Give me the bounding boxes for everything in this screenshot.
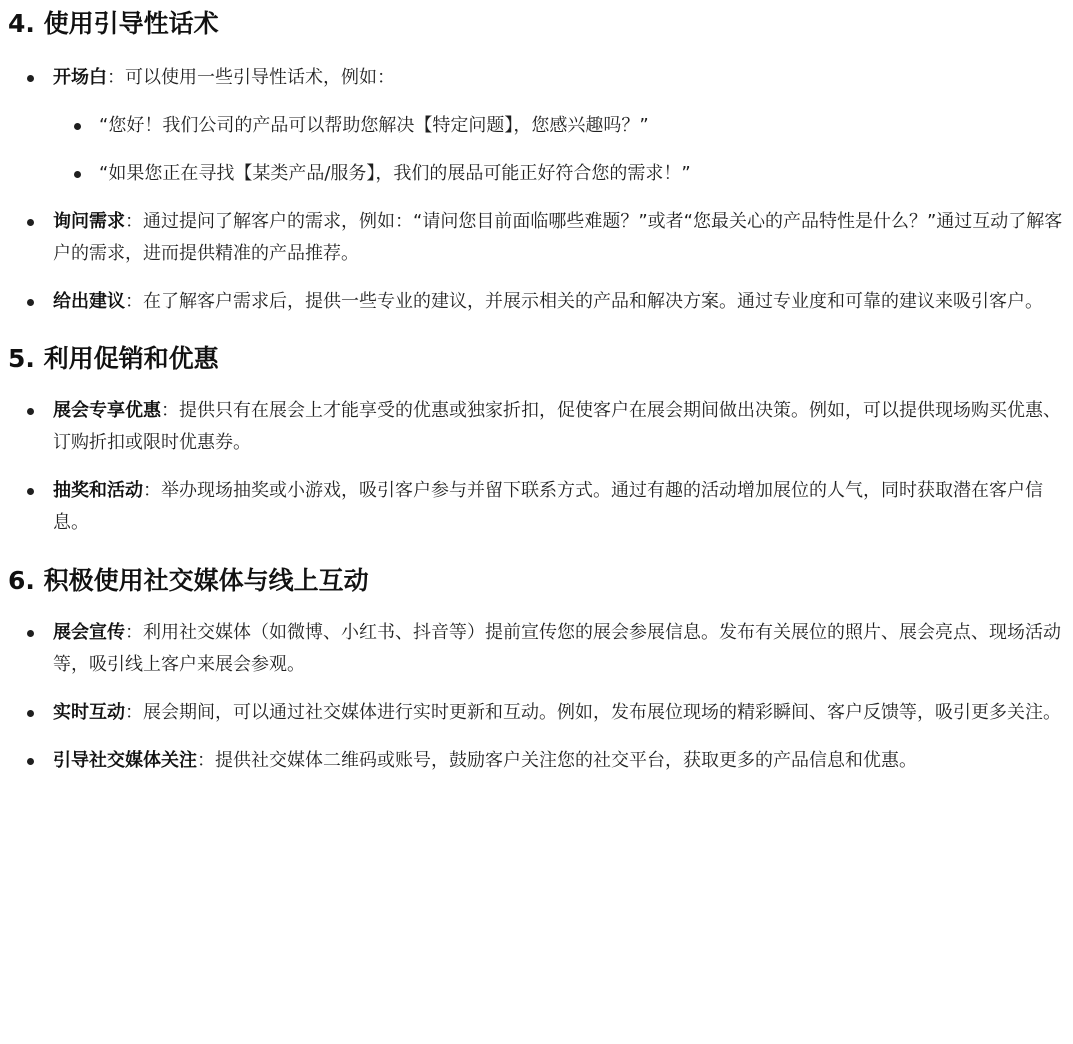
item-text: ：利用社交媒体（如微博、小红书、抖音等）提前宣传您的展会参展信息。发布有关展位的照片、展会亮点、现场活动等，吸引线上客户来展会参观。 bbox=[53, 622, 1061, 675]
bullet-dot-icon bbox=[27, 630, 34, 637]
section-title-5: 5. 利用促销和优惠 bbox=[8, 344, 219, 373]
list-item-ask-needs bbox=[8, 206, 1065, 270]
section-6-list bbox=[8, 617, 1065, 777]
opening-line-examples bbox=[53, 110, 1065, 190]
bullet-dot-icon bbox=[27, 299, 34, 306]
section-4-list bbox=[8, 62, 1065, 318]
list-item-exclusive-offer bbox=[8, 395, 1065, 459]
bullet-dot-icon bbox=[27, 219, 34, 226]
sub-item-text: “如果您正在寻找【某类产品/服务】，我们的展品可能正好符合您的需求！” bbox=[99, 163, 691, 184]
bullet-dot-icon bbox=[27, 488, 34, 495]
item-keyword: 询问需求 bbox=[53, 211, 125, 232]
item-text: ：提供只有在展会上才能享受的优惠或独家折扣，促使客户在展会期间做出决策。例如，可以提供现场购买优惠、订购折扣或限时优惠券。 bbox=[53, 400, 1061, 453]
bullet-dot-icon bbox=[27, 408, 34, 415]
item-text: ：可以使用一些引导性话术，例如： bbox=[107, 67, 395, 88]
list-item-realtime-interaction bbox=[8, 697, 1065, 729]
bullet-dot-icon bbox=[74, 171, 81, 178]
item-text: ：通过提问了解客户的需求，例如：“请问您目前面临哪些难题？”或者“您最关心的产品特性是什么？”通过互动了解客户的需求，进而提供精准的产品推荐。 bbox=[53, 211, 1063, 264]
bullet-dot-icon bbox=[27, 758, 34, 765]
item-keyword: 抽奖和活动 bbox=[53, 480, 143, 501]
item-keyword: 开场白 bbox=[53, 67, 107, 88]
item-keyword: 展会专享优惠 bbox=[53, 400, 161, 421]
sub-list-item bbox=[53, 158, 1065, 190]
bullet-dot-icon bbox=[27, 710, 34, 717]
item-text: ：提供社交媒体二维码或账号，鼓励客户关注您的社交平台，获取更多的产品信息和优惠。 bbox=[197, 750, 917, 771]
section-title-4: 4. 使用引导性话术 bbox=[8, 9, 219, 38]
sub-item-text: “您好！我们公司的产品可以帮助您解决【特定问题】，您感兴趣吗？” bbox=[99, 115, 649, 136]
item-keyword: 展会宣传 bbox=[53, 622, 125, 643]
list-item-give-advice bbox=[8, 286, 1065, 318]
section-5-list bbox=[8, 395, 1065, 539]
list-item-promotion bbox=[8, 617, 1065, 681]
list-item-opening-line bbox=[8, 62, 1065, 190]
list-item-lottery-events bbox=[8, 475, 1065, 539]
list-item-follow-social bbox=[8, 745, 1065, 777]
item-keyword: 引导社交媒体关注 bbox=[53, 750, 197, 771]
bullet-dot-icon bbox=[74, 123, 81, 130]
item-keyword: 给出建议 bbox=[53, 291, 125, 312]
bullet-dot-icon bbox=[27, 75, 34, 82]
item-text: ：在了解客户需求后，提供一些专业的建议，并展示相关的产品和解决方案。通过专业度和可靠的建议来吸引客户。 bbox=[125, 291, 1043, 312]
section-title-6: 6. 积极使用社交媒体与线上互动 bbox=[8, 566, 369, 595]
item-text: ：展会期间，可以通过社交媒体进行实时更新和互动。例如，发布展位现场的精彩瞬间、客户反馈等，吸引更多关注。 bbox=[125, 702, 1061, 723]
item-text: ：举办现场抽奖或小游戏，吸引客户参与并留下联系方式。通过有趣的活动增加展位的人气，同时获取潜在客户信息。 bbox=[53, 480, 1043, 533]
item-keyword: 实时互动 bbox=[53, 702, 125, 723]
sub-list-item bbox=[53, 110, 1065, 142]
